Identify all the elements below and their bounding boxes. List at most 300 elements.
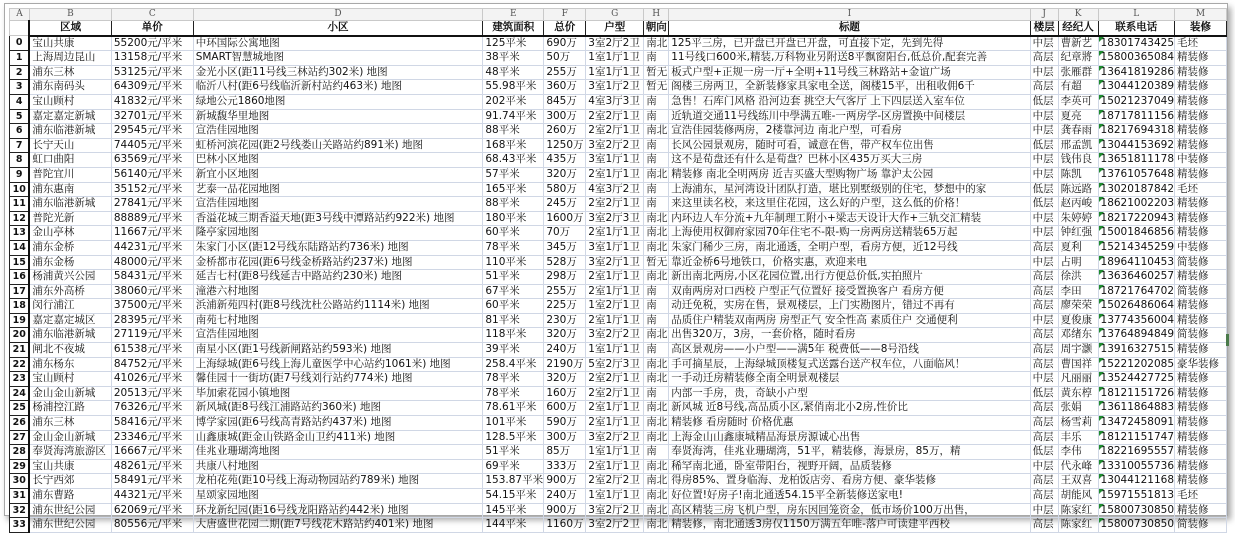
cell-agent[interactable]: 曹国祥 [1058,357,1098,372]
cell-phone[interactable]: 18217694318 [1098,124,1175,139]
cell-phone[interactable]: 15214345259 [1098,240,1175,255]
cell-district[interactable]: 长宁西郊 [29,474,111,489]
cell-phone[interactable]: 13310055736 [1098,459,1175,474]
cell-total-price[interactable]: 1250万 [544,138,586,153]
cell-total-price[interactable]: 845万 [544,94,586,109]
cell-orientation[interactable]: 南北 [644,503,669,518]
cell-row-number[interactable]: 10 [10,182,30,197]
cell-decoration[interactable]: 精装修 [1175,445,1227,460]
cell-total-price[interactable]: 2190万 [544,357,586,372]
cell-phone[interactable]: 15221202085 [1098,357,1175,372]
cell-community[interactable]: 中环国际公寓地图 [193,36,483,51]
cell-row-number[interactable]: 14 [10,240,30,255]
cell-agent[interactable]: 张娟 [1058,401,1098,416]
cell-row-number[interactable]: 25 [10,401,30,416]
cell-floor-area[interactable]: 125平米 [483,36,544,51]
cell-total-price[interactable]: 255万 [544,284,586,299]
cell-layout[interactable]: 2室2厅1卫 [586,197,644,212]
cell-agent[interactable]: 代永峰 [1058,459,1098,474]
cell-decoration[interactable]: 简装修 [1175,255,1227,270]
cell-agent[interactable]: 陈远路 [1058,182,1098,197]
cell-layout[interactable]: 3室2厅1卫 [586,255,644,270]
cell-total-price[interactable]: 1160万 [544,518,586,533]
cell-community[interactable]: 宣浩佳园地图 [193,124,483,139]
cell-district[interactable]: 宝山共康 [29,459,111,474]
cell-community[interactable]: 浜浦新苑四村(距8号线沈杜公路站约1114米) 地图 [193,299,483,314]
header-community[interactable]: 小区 [193,21,483,36]
cell-unit-price[interactable]: 62069元/平米 [111,503,193,518]
cell-community[interactable]: 新宜小区地图 [193,167,483,182]
cell-agent[interactable]: 凡丽丽 [1058,372,1098,387]
cell-floor-area[interactable]: 168平米 [483,138,544,153]
cell-floor-area[interactable]: 69平米 [483,459,544,474]
cell-floor-area[interactable]: 180平米 [483,211,544,226]
cell-floor-area[interactable]: 57平米 [483,167,544,182]
cell-listing-title[interactable]: 上海浦东，星河湾设计团队打造，堪比别墅级别的住宅，梦想中的家 [669,182,1030,197]
cell-total-price[interactable]: 333万 [544,459,586,474]
cell-listing-title[interactable]: 新风城 近8号线,高品质小区,紧俏南北小2房,性价比 [669,401,1030,416]
column-letter-decoration[interactable]: M [1175,9,1227,21]
cell-phone[interactable]: 13044121168 [1098,474,1175,489]
cell-floor-level[interactable]: 高层 [1030,80,1058,95]
cell-layout[interactable]: 2室1厅1卫 [586,459,644,474]
cell-floor-level[interactable]: 高层 [1030,416,1058,431]
cell-agent[interactable]: 龚春雨 [1058,124,1098,139]
cell-unit-price[interactable]: 80556元/平米 [111,518,193,533]
cell-community[interactable]: 环龙新纪园(距16号线龙阳路站约442米) 地图 [193,503,483,518]
cell-unit-price[interactable]: 48000元/平米 [111,255,193,270]
cell-layout[interactable]: 2室1厅1卫 [586,270,644,285]
cell-floor-level[interactable]: 高层 [1030,343,1058,358]
cell-floor-level[interactable]: 中层 [1030,65,1058,80]
cell-listing-title[interactable]: 板式户型+正规一房一厅+全明+11号线三林路站+金谊广场 [669,65,1030,80]
cell-community[interactable]: 新风城(距8号线江浦路站约360米) 地图 [193,401,483,416]
cell-floor-area[interactable]: 60平米 [483,226,544,241]
cell-community[interactable]: 馨佳园十一街坊(距7号线刘行站约774米) 地图 [193,372,483,387]
cell-district[interactable]: 嘉定嘉定城区 [29,313,111,328]
cell-unit-price[interactable]: 35152元/平米 [111,182,193,197]
cell-orientation[interactable]: 南 [644,153,669,168]
cell-agent[interactable]: 李田 [1058,284,1098,299]
cell-district[interactable]: 浦东临港新城 [29,124,111,139]
cell-total-price[interactable]: 240万 [544,343,586,358]
cell-unit-price[interactable]: 63569元/平米 [111,153,193,168]
cell-decoration[interactable]: 精装修 [1175,299,1227,314]
cell-row-number[interactable]: 4 [10,94,30,109]
cell-row-number[interactable]: 32 [10,503,30,518]
column-letter-phone[interactable]: L [1098,9,1175,21]
cell-district[interactable]: 浦东世纪公园 [29,518,111,533]
cell-community[interactable]: 大唐盛世花园二期(距7号线花木路站约401米) 地图 [193,518,483,533]
cell-unit-price[interactable]: 13158元/平米 [111,51,193,66]
cell-phone[interactable]: 18964110453 [1098,255,1175,270]
cell-floor-level[interactable]: 中层 [1030,459,1058,474]
column-letter-orientation[interactable]: H [644,9,669,21]
cell-orientation[interactable]: 南北 [644,489,669,504]
cell-listing-title[interactable]: 高区精装三房飞机户型，房东因回笼资金，低市场价100万出售， [669,503,1030,518]
column-letter-layout[interactable]: G [586,9,644,21]
cell-decoration[interactable]: 精装修 [1175,197,1227,212]
cell-total-price[interactable]: 70万 [544,226,586,241]
cell-floor-level[interactable]: 高层 [1030,430,1058,445]
cell-row-number[interactable]: 30 [10,474,30,489]
cell-district[interactable]: 浦东世纪公园 [29,503,111,518]
cell-listing-title[interactable]: 11号线口600米,精装,万科物业另附送8平飘窗阳台,低总价,配套完善 [669,51,1030,66]
cell-phone[interactable]: 18121151726 [1098,386,1175,401]
header-phone[interactable]: 联系电话 [1098,21,1175,36]
cell-agent[interactable]: 有超 [1058,80,1098,95]
cell-floor-level[interactable]: 高层 [1030,357,1058,372]
cell-decoration[interactable]: 中装修 [1175,240,1227,255]
cell-community[interactable]: 虹桥河滨花园(距2号线娄山关路站约891米) 地图 [193,138,483,153]
cell-agent[interactable]: 钱伟良 [1058,153,1098,168]
cell-listing-title[interactable]: 宣浩佳园装修两房，2楼靠河边 南北户型，可看房 [669,124,1030,139]
cell-total-price[interactable]: 240万 [544,489,586,504]
cell-floor-level[interactable]: 高层 [1030,474,1058,489]
cell-decoration[interactable]: 精装修 [1175,401,1227,416]
cell-row-number[interactable]: 26 [10,416,30,431]
cell-decoration[interactable]: 毛坯 [1175,182,1227,197]
cell-floor-area[interactable]: 128.5平米 [483,430,544,445]
cell-district[interactable]: 长宁天山 [29,138,111,153]
cell-decoration[interactable]: 精装修 [1175,124,1227,139]
cell-total-price[interactable]: 345万 [544,240,586,255]
column-letter-unit-price[interactable]: C [111,9,193,21]
cell-row-number[interactable]: 16 [10,270,30,285]
cell-unit-price[interactable]: 38060元/平米 [111,284,193,299]
cell-row-number[interactable]: 8 [10,153,30,168]
cell-total-price[interactable]: 590万 [544,416,586,431]
cell-row-number[interactable]: 18 [10,299,30,314]
cell-row-number[interactable]: 23 [10,372,30,387]
cell-unit-price[interactable]: 28395元/平米 [111,313,193,328]
cell-floor-level[interactable]: 中层 [1030,36,1058,51]
cell-agent[interactable]: 邢孟凯 [1058,138,1098,153]
cell-layout[interactable]: 1室1厅1卫 [586,65,644,80]
cell-floor-level[interactable]: 低层 [1030,197,1058,212]
cell-agent[interactable]: 钟红强 [1058,226,1098,241]
cell-row-number[interactable]: 12 [10,211,30,226]
cell-phone[interactable]: 15026486064 [1098,299,1175,314]
cell-phone[interactable]: 15021237049 [1098,94,1175,109]
cell-total-price[interactable]: 50万 [544,51,586,66]
cell-floor-level[interactable]: 低层 [1030,386,1058,401]
cell-agent[interactable]: 曹新艺 [1058,36,1098,51]
cell-floor-level[interactable]: 低层 [1030,445,1058,460]
cell-agent[interactable]: 朱婷婷 [1058,211,1098,226]
cell-phone[interactable]: 13761057648 [1098,167,1175,182]
cell-district[interactable]: 宝山顾村 [29,94,111,109]
cell-agent[interactable]: 夏亮 [1058,109,1098,124]
cell-layout[interactable]: 2室2厅1卫 [586,372,644,387]
cell-floor-area[interactable]: 78平米 [483,372,544,387]
cell-community[interactable]: 龙柏花苑(距10号线上海动物园站约789米) 地图 [193,474,483,489]
cell-agent[interactable]: 夏俊康 [1058,313,1098,328]
cell-total-price[interactable]: 255万 [544,65,586,80]
cell-unit-price[interactable]: 56140元/平米 [111,167,193,182]
cell-phone[interactable]: 18717811156 [1098,109,1175,124]
cell-row-number[interactable]: 1 [10,51,30,66]
cell-unit-price[interactable]: 27119元/平米 [111,328,193,343]
cell-orientation[interactable]: 南北 [644,401,669,416]
cell-decoration[interactable]: 毛坯 [1175,36,1227,51]
cell-layout[interactable]: 3室2厅3卫 [586,211,644,226]
header-total-price[interactable]: 总价 [544,21,586,36]
cell-floor-area[interactable]: 51平米 [483,445,544,460]
cell-floor-area[interactable]: 145平米 [483,503,544,518]
cell-listing-title[interactable]: 手可摘星辰，上海绿城顶楼复式送露台送产权车位，八面临风！ [669,357,1030,372]
cell-floor-area[interactable]: 78平米 [483,240,544,255]
cell-listing-title[interactable]: 品质住户精装双南两房 房型正气 安全性高 素质住户 交通便利 [669,313,1030,328]
cell-floor-level[interactable]: 高层 [1030,270,1058,285]
cell-unit-price[interactable]: 32701元/平米 [111,109,193,124]
cell-total-price[interactable]: 260万 [544,124,586,139]
cell-listing-title[interactable]: 朱家门稀少三房，南北通透，全明户型，看房方便，近12号线 [669,240,1030,255]
cell-unit-price[interactable]: 53125元/平米 [111,65,193,80]
cell-phone[interactable]: 18301743425 [1098,36,1175,51]
cell-decoration[interactable]: 精装修 [1175,474,1227,489]
cell-floor-level[interactable]: 中层 [1030,109,1058,124]
cell-community[interactable]: SMART智慧城地图 [193,51,483,66]
header-layout[interactable]: 户型 [586,21,644,36]
cell-decoration[interactable]: 精装修 [1175,211,1227,226]
cell-total-price[interactable]: 528万 [544,255,586,270]
cell-unit-price[interactable]: 76326元/平米 [111,401,193,416]
cell-decoration[interactable]: 精装修 [1175,226,1227,241]
cell-row-number[interactable]: 17 [10,284,30,299]
cell-agent[interactable]: 陈家红 [1058,503,1098,518]
cell-unit-price[interactable]: 16667元/平米 [111,445,193,460]
cell-floor-area[interactable]: 67平米 [483,284,544,299]
cell-floor-level[interactable]: 中层 [1030,372,1058,387]
cell-orientation[interactable]: 南北 [644,459,669,474]
cell-total-price[interactable]: 600万 [544,401,586,416]
header-floor-area[interactable]: 建筑面积 [483,21,544,36]
cell-decoration[interactable]: 简装修 [1175,328,1227,343]
cell-orientation[interactable]: 南北 [644,36,669,51]
cell-agent[interactable]: 张雁群 [1058,65,1098,80]
cell-listing-title[interactable]: 长风公园景观房，随时可看，诚意在售，带产权车位出售 [669,138,1030,153]
cell-district[interactable]: 金山金山新城 [29,430,111,445]
cell-total-price[interactable]: 160万 [544,386,586,401]
column-letter-floor-area[interactable]: E [483,9,544,21]
cell-total-price[interactable]: 690万 [544,36,586,51]
scrollbar-thumb[interactable] [1226,334,1229,346]
cell-unit-price[interactable]: 74405元/平米 [111,138,193,153]
cell-layout[interactable]: 4室3厅3卫 [586,94,644,109]
cell-orientation[interactable]: 南北 [644,211,669,226]
cell-layout[interactable]: 3室1厅2卫 [586,80,644,95]
cell-district[interactable]: 浦东临港新城 [29,328,111,343]
cell-community[interactable]: 南苑七村地图 [193,313,483,328]
cell-floor-area[interactable]: 38平米 [483,51,544,66]
cell-listing-title[interactable]: 精装修，南北通透3房仅1150万满五年唯-落户可读建平西校 [669,518,1030,533]
cell-floor-level[interactable]: 中层 [1030,313,1058,328]
cell-district[interactable]: 嘉定嘉定新城 [29,109,111,124]
cell-phone[interactable]: 13651811178 [1098,153,1175,168]
cell-community[interactable]: 延吉七村(距8号线延吉中路站约230米) 地图 [193,270,483,285]
cell-layout[interactable]: 2室2厅2卫 [586,474,644,489]
cell-phone[interactable]: 13916327515 [1098,343,1175,358]
cell-row-number[interactable]: 24 [10,386,30,401]
cell-layout[interactable]: 3室2厅2卫 [586,430,644,445]
cell-community[interactable]: 佳兆业珊瑚湾地图 [193,445,483,460]
cell-district[interactable]: 闵行浦江 [29,299,111,314]
cell-orientation[interactable]: 暂无 [644,255,669,270]
cell-decoration[interactable]: 精装修 [1175,386,1227,401]
cell-listing-title[interactable]: 阁楼三房两卫，全新装修家具家电全送，阁楼15平，出租收佣6千 [669,80,1030,95]
cell-decoration[interactable]: 精装修 [1175,94,1227,109]
cell-floor-level[interactable]: 高层 [1030,240,1058,255]
cell-row-number[interactable]: 31 [10,489,30,504]
cell-floor-area[interactable]: 78平米 [483,386,544,401]
cell-phone[interactable]: 13636460257 [1098,270,1175,285]
cell-agent[interactable]: 周宇灏 [1058,343,1098,358]
cell-orientation[interactable]: 南 [644,197,669,212]
cell-district[interactable]: 闸北不夜城 [29,343,111,358]
cell-phone[interactable]: 18121151747 [1098,430,1175,445]
cell-layout[interactable]: 3室2厅2卫 [586,328,644,343]
cell-district[interactable]: 浦东三林 [29,65,111,80]
cell-layout[interactable]: 2室1厅1卫 [586,167,644,182]
header-district[interactable]: 区域 [29,21,111,36]
cell-layout[interactable]: 4室3厅2卫 [586,182,644,197]
cell-phone[interactable]: 13611864883 [1098,401,1175,416]
cell-decoration[interactable]: 精装修 [1175,430,1227,445]
cell-agent[interactable]: 丰乐 [1058,430,1098,445]
cell-unit-price[interactable]: 27841元/平米 [111,197,193,212]
cell-decoration[interactable]: 精装修 [1175,503,1227,518]
cell-orientation[interactable]: 南北 [644,416,669,431]
cell-listing-title[interactable]: 奉贤海湾，佳兆业珊瑚湾，51平，精装修，海景房，85万，精 [669,445,1030,460]
cell-district[interactable]: 宝山共康 [29,36,111,51]
cell-floor-level[interactable]: 高层 [1030,401,1058,416]
cell-agent[interactable]: 占明 [1058,255,1098,270]
cell-phone[interactable]: 13044120389 [1098,80,1175,95]
cell-unit-price[interactable]: 88889元/平米 [111,211,193,226]
cell-agent[interactable]: 廖荣荣 [1058,299,1098,314]
cell-district[interactable]: 浦东临港新城 [29,197,111,212]
cell-layout[interactable]: 1室2厅1卫 [586,299,644,314]
column-letter-district[interactable]: B [29,9,111,21]
cell-unit-price[interactable]: 37500元/平米 [111,299,193,314]
cell-row-number[interactable]: 11 [10,197,30,212]
cell-community[interactable]: 毕加索花园小镇地图 [193,386,483,401]
cell-listing-title[interactable]: 精装修 南北全明两房 近吉买盛大型购物广场 靠沪太公园 [669,167,1030,182]
cell-orientation[interactable]: 暂无 [644,80,669,95]
cell-agent[interactable]: 王双喜 [1058,474,1098,489]
header-agent[interactable]: 经纪人 [1058,21,1098,36]
cell-floor-area[interactable]: 110平米 [483,255,544,270]
cell-agent[interactable]: 徐洪 [1058,270,1098,285]
header-orientation[interactable]: 朝向 [644,21,669,36]
cell-layout[interactable]: 3室1厅1卫 [586,240,644,255]
cell-community[interactable]: 朱家门小区(距12号线东陆路站约736米) 地图 [193,240,483,255]
cell-unit-price[interactable]: 58416元/平米 [111,416,193,431]
cell-orientation[interactable]: 南 [644,343,669,358]
cell-district[interactable]: 奉贤海湾旅游区 [29,445,111,460]
cell-floor-area[interactable]: 101平米 [483,416,544,431]
cell-layout[interactable]: 1室1厅1卫 [586,445,644,460]
cell-agent[interactable]: 赵丙峻 [1058,197,1098,212]
cell-listing-title[interactable]: 上海使用权御府家园70年住宅不-限-购一房两房送精装65万起 [669,226,1030,241]
cell-community[interactable]: 共康八村地图 [193,459,483,474]
cell-phone[interactable]: 13020187842 [1098,182,1175,197]
cell-floor-level[interactable]: 高层 [1030,51,1058,66]
cell-layout[interactable]: 1室1厅1卫 [586,343,644,358]
cell-row-number[interactable]: 2 [10,65,30,80]
cell-layout[interactable]: 2室1厅1卫 [586,284,644,299]
cell-unit-price[interactable]: 41832元/平米 [111,94,193,109]
cell-floor-level[interactable]: 低层 [1030,182,1058,197]
cell-floor-area[interactable]: 258.4平米 [483,357,544,372]
cell-phone[interactable]: 18217220943 [1098,211,1175,226]
cell-row-number[interactable]: 15 [10,255,30,270]
cell-decoration[interactable]: 精装修 [1175,459,1227,474]
cell-community[interactable]: 新城馥华里地图 [193,109,483,124]
cell-district[interactable]: 虹口曲阳 [29,153,111,168]
cell-orientation[interactable]: 南 [644,284,669,299]
cell-total-price[interactable]: 300万 [544,109,586,124]
cell-total-price[interactable]: 900万 [544,503,586,518]
cell-orientation[interactable]: 南北 [644,357,669,372]
cell-row-number[interactable]: 13 [10,226,30,241]
cell-decoration[interactable]: 精装修 [1175,138,1227,153]
cell-floor-level[interactable]: 高层 [1030,284,1058,299]
cell-listing-title[interactable]: 靠近金桥6号地铁口，价格实惠，欢迎来电 [669,255,1030,270]
cell-agent[interactable]: 李伟 [1058,445,1098,460]
cell-orientation[interactable]: 南北 [644,474,669,489]
cell-agent[interactable]: 纪章將 [1058,51,1098,66]
cell-listing-title[interactable]: 内环边人车分流+九年制理工附小+梁志天设计大作+三轨交汇精装 [669,211,1030,226]
cell-listing-title[interactable]: 近轨道交通11号线练川中學满五唯-一两房学-区房置换中间楼层 [669,109,1030,124]
cell-layout[interactable]: 3室2厅2卫 [586,36,644,51]
cell-district[interactable]: 浦东三林 [29,416,111,431]
cell-row-number[interactable]: 5 [10,109,30,124]
cell-floor-level[interactable]: 高层 [1030,328,1058,343]
cell-unit-price[interactable]: 61538元/平米 [111,343,193,358]
cell-decoration[interactable]: 简装修 [1175,284,1227,299]
cell-orientation[interactable]: 南北 [644,518,669,533]
cell-agent[interactable]: 陈凯 [1058,167,1098,182]
cell-row-number[interactable]: 22 [10,357,30,372]
cell-floor-level[interactable]: 中层 [1030,255,1058,270]
cell-floor-area[interactable]: 144平米 [483,518,544,533]
cell-floor-level[interactable]: 低层 [1030,94,1058,109]
cell-row-number[interactable]: 0 [10,36,30,51]
cell-floor-area[interactable]: 54.15平米 [483,489,544,504]
cell-layout[interactable]: 3室2厅2卫 [586,503,644,518]
cell-phone[interactable]: 13641819286 [1098,65,1175,80]
cell-orientation[interactable]: 暂无 [644,65,669,80]
cell-floor-level[interactable]: 中层 [1030,211,1058,226]
cell-phone[interactable]: 15800730850 [1098,503,1175,518]
cell-unit-price[interactable]: 20513元/平米 [111,386,193,401]
cell-listing-title[interactable]: 这不是荀盘还有什么是荀盘？巴林小区435万买大三房 [669,153,1030,168]
cell-listing-title[interactable]: 出售320万，3房，一套价格，随时看房 [669,328,1030,343]
header-row-number[interactable] [10,21,30,36]
cell-community[interactable]: 山鑫康城(距金山铁路金山卫约411米) 地图 [193,430,483,445]
cell-decoration[interactable]: 精装修 [1175,343,1227,358]
cell-listing-title[interactable]: 一手动迁房精装修全南全明景观楼层 [669,372,1030,387]
cell-agent[interactable]: 夏利 [1058,240,1098,255]
cell-district[interactable]: 浦东外高桥 [29,284,111,299]
cell-agent[interactable]: 邓绪东 [1058,328,1098,343]
cell-floor-level[interactable]: 低层 [1030,138,1058,153]
cell-agent[interactable]: 李英可 [1058,94,1098,109]
cell-community[interactable]: 宣浩佳园地图 [193,328,483,343]
cell-orientation[interactable]: 南北 [644,226,669,241]
